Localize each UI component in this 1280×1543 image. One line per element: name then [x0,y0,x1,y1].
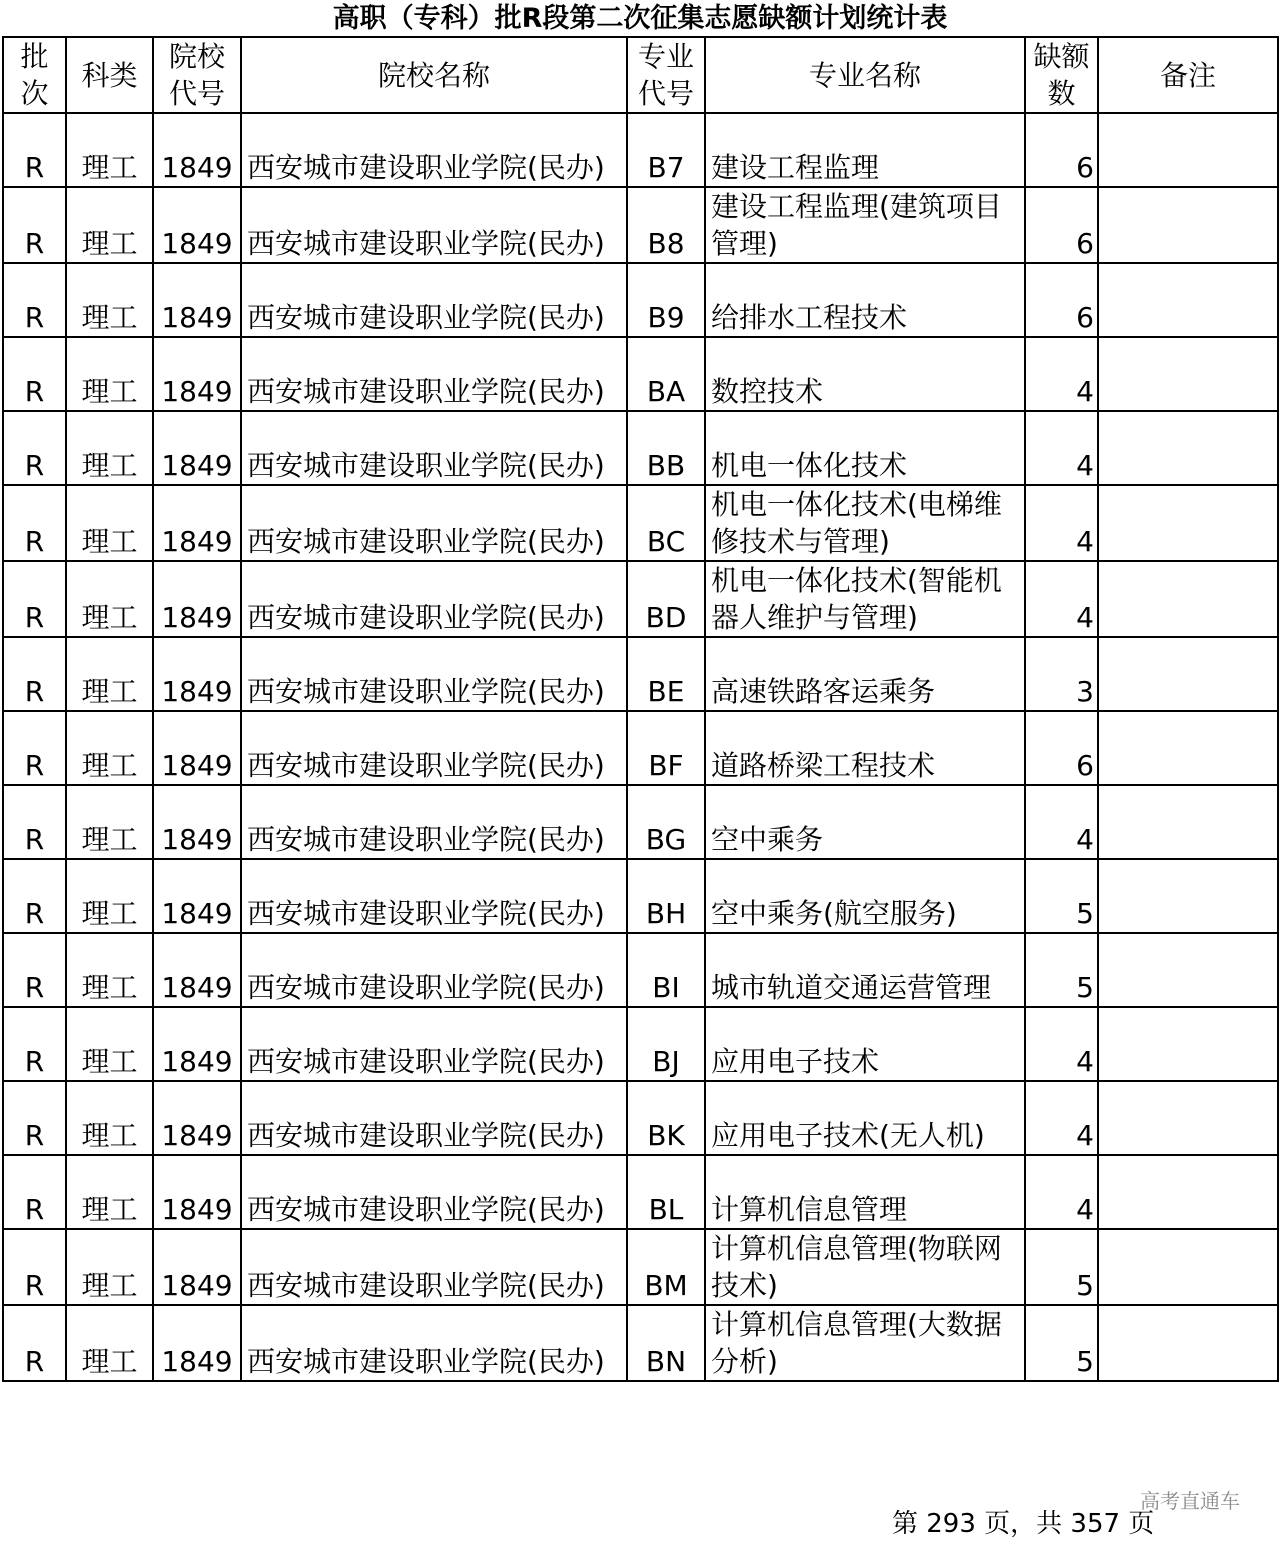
header-major-name: 专业名称 [705,37,1025,113]
table-row [3,485,1278,561]
cell-major-code: BN [627,1305,705,1381]
cell-note [1098,1305,1278,1381]
cell-major-code: B8 [627,187,705,263]
cell-school-code: 1849 [153,263,241,337]
table-row [3,785,1278,859]
cell-major-name: 建设工程监理(建筑项目管理) [705,187,1025,263]
cell-vacancy: 3 [1025,637,1098,711]
cell-batch: R [3,561,66,637]
table-row [3,1007,1278,1081]
cell-batch: R [3,785,66,859]
cell-category: 理工 [66,1081,153,1155]
table-row [3,113,1278,187]
header-batch-line1: 批 [20,40,49,73]
cell-major-code: B9 [627,263,705,337]
cell-category: 理工 [66,1155,153,1229]
cell-school-name: 西安城市建设职业学院(民办) [241,1007,627,1081]
page-title: 高职（专科）批R段第二次征集志愿缺额计划统计表 [332,3,948,34]
header-category: 科类 [66,37,153,113]
vacancy-table [2,36,1279,1382]
cell-major-code: BK [627,1081,705,1155]
cell-vacancy: 4 [1025,1155,1098,1229]
cell-vacancy: 4 [1025,337,1098,411]
cell-batch: R [3,1007,66,1081]
cell-vacancy: 4 [1025,1081,1098,1155]
cell-major-code: BD [627,561,705,637]
cell-category: 理工 [66,561,153,637]
table-row [3,1229,1278,1305]
cell-school-code: 1849 [153,785,241,859]
table-row [3,1155,1278,1229]
header-school-code-line1: 院校 [168,40,225,73]
cell-major-name: 应用电子技术(无人机) [705,1081,1025,1155]
cell-category: 理工 [66,711,153,785]
cell-major-code: BA [627,337,705,411]
cell-category: 理工 [66,411,153,485]
cell-major-code: BJ [627,1007,705,1081]
cell-major-name: 计算机信息管理 [705,1155,1025,1229]
cell-batch: R [3,1229,66,1305]
cell-batch: R [3,637,66,711]
cell-batch: R [3,1081,66,1155]
cell-school-code: 1849 [153,1229,241,1305]
table-row [3,1081,1278,1155]
cell-school-name: 西安城市建设职业学院(民办) [241,263,627,337]
cell-school-name: 西安城市建设职业学院(民办) [241,337,627,411]
cell-vacancy: 5 [1025,1305,1098,1381]
cell-school-name: 西安城市建设职业学院(民办) [241,1155,627,1229]
cell-school-name: 西安城市建设职业学院(民办) [241,561,627,637]
page-footer: 第 293 页，共 357 页 [892,1509,1155,1539]
cell-major-name: 计算机信息管理(大数据分析) [705,1305,1025,1381]
cell-school-code: 1849 [153,711,241,785]
cell-batch: R [3,859,66,933]
cell-category: 理工 [66,113,153,187]
cell-category: 理工 [66,337,153,411]
cell-major-name: 道路桥梁工程技术 [705,711,1025,785]
cell-major-name: 机电一体化技术 [705,411,1025,485]
cell-school-code: 1849 [153,1305,241,1381]
header-note: 备注 [1098,37,1278,113]
cell-school-code: 1849 [153,113,241,187]
cell-school-code: 1849 [153,1007,241,1081]
cell-vacancy: 4 [1025,411,1098,485]
cell-note [1098,411,1278,485]
cell-category: 理工 [66,1229,153,1305]
cell-batch: R [3,263,66,337]
cell-note [1098,1081,1278,1155]
cell-batch: R [3,485,66,561]
table-row [3,337,1278,411]
cell-category: 理工 [66,263,153,337]
cell-batch: R [3,711,66,785]
cell-school-code: 1849 [153,637,241,711]
cell-school-name: 西安城市建设职业学院(民办) [241,187,627,263]
cell-school-name: 西安城市建设职业学院(民办) [241,785,627,859]
table-row [3,1305,1278,1381]
cell-note [1098,263,1278,337]
cell-vacancy: 4 [1025,561,1098,637]
cell-category: 理工 [66,785,153,859]
cell-note [1098,337,1278,411]
cell-note [1098,1007,1278,1081]
table-body [3,113,1278,1381]
cell-major-name: 给排水工程技术 [705,263,1025,337]
cell-batch: R [3,187,66,263]
table-header-row [3,37,1278,113]
cell-vacancy: 4 [1025,1007,1098,1081]
table-row [3,561,1278,637]
cell-major-name: 数控技术 [705,337,1025,411]
watermark: 高考直通车 [1140,1489,1240,1513]
cell-school-code: 1849 [153,859,241,933]
cell-school-name: 西安城市建设职业学院(民办) [241,637,627,711]
cell-major-name: 应用电子技术 [705,1007,1025,1081]
cell-school-name: 西安城市建设职业学院(民办) [241,859,627,933]
cell-school-code: 1849 [153,485,241,561]
table-row [3,859,1278,933]
header-batch [3,37,66,113]
header-vacancy [1025,37,1098,113]
cell-school-name: 西安城市建设职业学院(民办) [241,711,627,785]
table-row [3,263,1278,337]
cell-vacancy: 5 [1025,859,1098,933]
cell-vacancy: 6 [1025,187,1098,263]
header-vacancy-line1: 缺额 [1033,40,1090,73]
header-school-name: 院校名称 [241,37,627,113]
cell-category: 理工 [66,1305,153,1381]
cell-note [1098,187,1278,263]
cell-batch: R [3,113,66,187]
cell-school-code: 1849 [153,337,241,411]
cell-category: 理工 [66,1007,153,1081]
cell-category: 理工 [66,187,153,263]
cell-major-name: 城市轨道交通运营管理 [705,933,1025,1007]
cell-major-name: 机电一体化技术(电梯维修技术与管理) [705,485,1025,561]
cell-vacancy: 5 [1025,1229,1098,1305]
header-major-code-line1: 专业 [637,40,694,73]
cell-vacancy: 6 [1025,711,1098,785]
table-row [3,711,1278,785]
cell-major-code: BF [627,711,705,785]
cell-note [1098,1229,1278,1305]
cell-batch: R [3,411,66,485]
header-major-code-line2: 代号 [637,77,694,110]
cell-school-name: 西安城市建设职业学院(民办) [241,1081,627,1155]
cell-major-code: B7 [627,113,705,187]
cell-major-code: BG [627,785,705,859]
cell-vacancy: 5 [1025,933,1098,1007]
cell-major-code: BH [627,859,705,933]
cell-school-code: 1849 [153,1155,241,1229]
header-vacancy-line2: 数 [1047,77,1076,110]
cell-major-name: 空中乘务(航空服务) [705,859,1025,933]
cell-major-name: 高速铁路客运乘务 [705,637,1025,711]
table-row [3,411,1278,485]
cell-major-name: 空中乘务 [705,785,1025,859]
cell-note [1098,859,1278,933]
table-row [3,187,1278,263]
cell-vacancy: 4 [1025,485,1098,561]
cell-note [1098,933,1278,1007]
cell-major-name: 机电一体化技术(智能机器人维护与管理) [705,561,1025,637]
cell-school-name: 西安城市建设职业学院(民办) [241,411,627,485]
cell-note [1098,637,1278,711]
cell-note [1098,113,1278,187]
cell-note [1098,711,1278,785]
cell-school-name: 西安城市建设职业学院(民办) [241,1229,627,1305]
cell-school-code: 1849 [153,411,241,485]
cell-major-code: BI [627,933,705,1007]
cell-school-code: 1849 [153,933,241,1007]
cell-vacancy: 6 [1025,263,1098,337]
cell-major-code: BE [627,637,705,711]
cell-batch: R [3,337,66,411]
cell-major-code: BL [627,1155,705,1229]
cell-vacancy: 4 [1025,785,1098,859]
cell-school-name: 西安城市建设职业学院(民办) [241,113,627,187]
cell-batch: R [3,1155,66,1229]
cell-major-name: 计算机信息管理(物联网技术) [705,1229,1025,1305]
cell-major-code: BM [627,1229,705,1305]
table-row [3,933,1278,1007]
cell-school-name: 西安城市建设职业学院(民办) [241,485,627,561]
cell-category: 理工 [66,859,153,933]
cell-school-code: 1849 [153,187,241,263]
table-row [3,637,1278,711]
cell-school-name: 西安城市建设职业学院(民办) [241,1305,627,1381]
cell-note [1098,561,1278,637]
header-major-code [627,37,705,113]
cell-major-name: 建设工程监理 [705,113,1025,187]
cell-note [1098,485,1278,561]
cell-category: 理工 [66,485,153,561]
cell-batch: R [3,1305,66,1381]
cell-school-code: 1849 [153,1081,241,1155]
cell-major-code: BC [627,485,705,561]
cell-school-code: 1849 [153,561,241,637]
cell-vacancy: 6 [1025,113,1098,187]
cell-note [1098,1155,1278,1229]
cell-school-name: 西安城市建设职业学院(民办) [241,933,627,1007]
cell-category: 理工 [66,933,153,1007]
cell-batch: R [3,933,66,1007]
cell-category: 理工 [66,637,153,711]
header-school-code-line2: 代号 [168,77,225,110]
cell-major-code: BB [627,411,705,485]
header-school-code [153,37,241,113]
cell-note [1098,785,1278,859]
header-batch-line2: 次 [20,77,49,110]
